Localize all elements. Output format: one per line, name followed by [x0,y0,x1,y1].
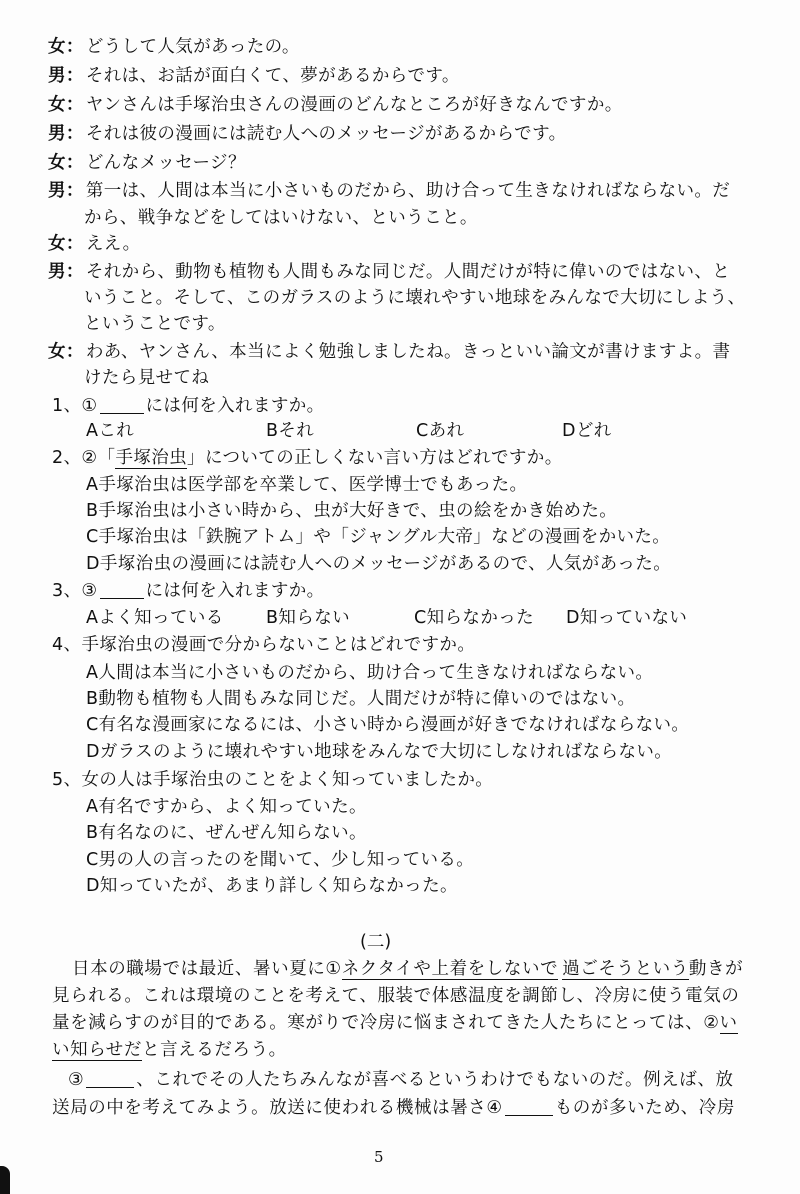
dialogue-continuation: ということです。 [84,314,226,334]
dialogue-line: 男： それは彼の漫画には読む人へのメッセージがあるからです。 [48,124,567,144]
question-3: 3、③ には何を入れますか。 [52,581,325,601]
option-d: Dガラスのように壊れやすい地球をみんなで大切にしなければならない。 [86,742,673,762]
option-a: A人間は本当に小さいものだから、助け合って生きなければならない。 [86,663,654,683]
option-a: A手塚治虫は医学部を卒業して、医学博士でもあった。 [86,475,528,495]
paragraph-line: 送局の中を考えてみよう。放送に使われる機械は暑さ④ ものが多いため、冷房 [52,1098,735,1118]
scan-mark [0,1166,10,1194]
option-b: B有名なのに、ぜんぜん知らない。 [86,823,367,843]
paragraph-line: 日本の職場では最近、暑い夏に①ネクタイや上着をしないで 過ごそうという動きが [72,959,744,979]
question-2: 2、②「手塚治虫」についての正しくない言い方はどれですか。 [52,448,563,468]
answer-blank [100,580,144,599]
dialogue-continuation: から、戦争などをしてはいけない、ということ。 [84,208,478,228]
paragraph-line: い知らせだと言えるだろう。 [52,1040,287,1060]
option-a: Aよく知っている [86,608,224,628]
answer-blank [86,1069,134,1088]
option-b: B知らない [266,608,351,628]
dialogue-line: 女： どんなメッセージ？ [48,153,246,173]
question-3-options [86,605,726,631]
paragraph-line: 見られる。これは環境のことを考えて、服装で体感温度を調節し、冷房に使う電気の [52,986,740,1006]
dialogue-continuation: いうこと。そして、このガラスのように壊れやすい地球をみんなで大切にしよう、 [84,288,746,308]
answer-blank [505,1097,553,1116]
option-c: C手塚治虫は「鉄腕アトム」や「ジャングル大帝」などの漫画をかいた。 [86,527,671,547]
option-c: C有名な漫画家になるには、小さい時から漫画が好きでなければならない。 [86,715,690,735]
option-a: A有名ですから、よく知っていた。 [86,797,367,817]
option-c: C男の人の言ったのを聞いて、少し知っている。 [86,850,475,870]
option-d: D知っていたが、あまり詳しく知らなかった。 [86,876,458,896]
option-d: D手塚治虫の漫画には読む人へのメッセージがあるので、人気があった。 [86,554,672,574]
dialogue-line: 男： それは、お話が面白くて、夢があるからです。 [48,66,460,86]
page-number: 5 [374,1148,384,1166]
question-4: 4、手塚治虫の漫画で分からないことはどれですか。 [52,635,476,655]
dialogue-line: 女： ええ。 [48,234,141,254]
option-b: B動物も植物も人間もみな同じだ。人間だけが特に偉いのではない。 [86,689,636,709]
question-5: 5、女の人は手塚治虫のことをよく知っていましたか。 [52,770,494,790]
dialogue-line: 女： わあ、ヤンさん、本当によく勉強しましたね。きっといい論文が書けますよ。書 [48,342,731,362]
dialogue-line: 男： それから、動物も植物も人間もみな同じだ。人間だけが特に偉いのではない、と [48,262,731,282]
dialogue-line: 女： どうして人気があったの。 [48,37,300,57]
paragraph-line: ③ 、これでその人たちみんなが喜べるというわけでもないのだ。例えば、放 [68,1070,734,1090]
option-b: Bそれ [266,421,315,441]
question-1-options [86,418,706,444]
option-a: Aこれ [86,421,135,441]
option-b: B手塚治虫は小さい時から、虫が大好きで、虫の絵をかき始めた。 [86,501,618,521]
option-d: Dどれ [562,421,612,441]
option-c: C知らなかった [414,608,535,628]
question-1: 1、① には何を入れますか。 [52,396,325,416]
option-d: D知っていない [566,608,688,628]
dialogue-line: 女： ヤンさんは手塚治虫さんの漫画のどんなところが好きなんですか。 [48,95,623,115]
paragraph-line: 量を減らすのが目的である。寒がりで冷房に悩まされてきた人たちにとっては、②い [52,1013,738,1033]
dialogue-line: 男： 第一は、人間は本当に小さいものだから、助け合って生きなければならない。だ [48,181,731,201]
section-title: (二) [360,932,392,952]
answer-blank [100,395,144,414]
dialogue-continuation: けたら見せてね [84,368,210,388]
option-c: Cあれ [416,421,465,441]
